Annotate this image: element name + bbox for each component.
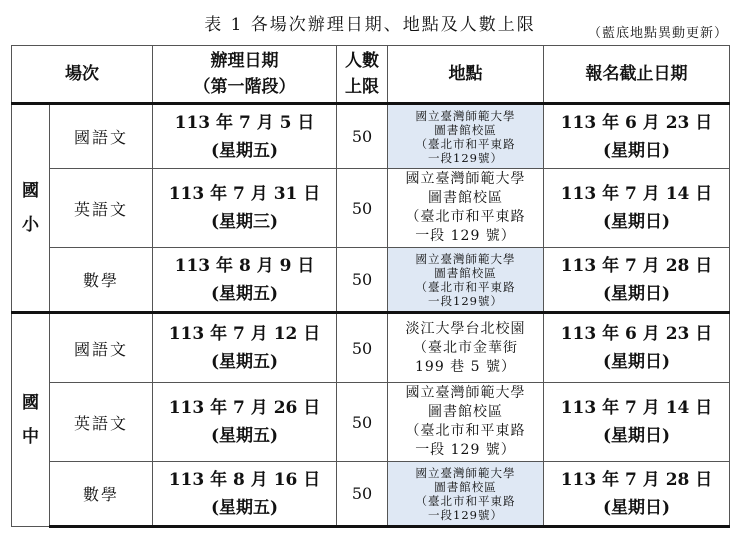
date-cell	[153, 248, 337, 313]
capacity-cell: 50	[337, 383, 388, 462]
capacity-cell: 50	[337, 169, 388, 248]
date-cell	[153, 169, 337, 248]
place-line: 一段 129 號）	[415, 442, 516, 458]
table-title: 表 1 各場次辦理日期、地點及人數上限	[204, 15, 536, 35]
place-cell	[388, 169, 544, 248]
place-line: 國立臺灣師範大學	[415, 465, 516, 480]
deadline-weekday: (星期日)	[602, 426, 671, 446]
subject-cell: 國語文	[50, 313, 153, 383]
place-cell-updated	[388, 462, 544, 527]
deadline-cell	[544, 462, 730, 527]
level-char: 小	[22, 215, 39, 235]
header-date-line2: （第一階段）	[193, 77, 296, 97]
weekday-text: (星期五)	[210, 352, 279, 372]
place-cell	[388, 383, 544, 462]
date-text: 113 年 7 月 12 日	[168, 324, 321, 344]
place-line: 圖書館校區	[434, 122, 497, 137]
place-line: 國立臺灣師範大學	[415, 251, 516, 266]
place-line: （臺北市金華街	[413, 339, 518, 356]
header-place: 地點	[388, 46, 544, 104]
level-char: 中	[22, 427, 39, 447]
subject-cell: 國語文	[50, 104, 153, 169]
weekday-text: (星期五)	[210, 283, 279, 304]
place-line: （臺北市和平東路	[415, 279, 516, 294]
place-cell-updated	[388, 104, 544, 169]
header-capacity	[337, 46, 388, 104]
subject-cell: 數學	[50, 462, 153, 527]
date-text: 113 年 8 月 9 日	[174, 255, 315, 276]
deadline-cell	[544, 169, 730, 248]
table-row	[12, 462, 730, 527]
place-line: 圖書館校區	[434, 265, 497, 280]
header-date	[153, 46, 337, 104]
place-line: 國立臺灣師範大學	[415, 108, 516, 123]
place-line: 淡江大學台北校園	[405, 320, 526, 337]
deadline-weekday: (星期日)	[602, 140, 671, 161]
place-line: （臺北市和平東路	[415, 136, 516, 151]
weekday-text: (星期五)	[210, 426, 279, 446]
place-line: 圖書館校區	[428, 404, 503, 420]
place-cell-updated	[388, 248, 544, 313]
place-line: 國立臺灣師範大學	[405, 171, 526, 187]
table-row	[12, 248, 730, 313]
deadline-weekday: (星期日)	[602, 352, 671, 372]
deadline-text: 113 年 7 月 14 日	[560, 398, 713, 418]
place-line: 圖書館校區	[434, 479, 497, 494]
level-char: 國	[22, 393, 39, 413]
date-cell	[153, 462, 337, 527]
deadline-text: 113 年 7 月 14 日	[560, 184, 713, 204]
place-cell	[388, 313, 544, 383]
date-text: 113 年 7 月 5 日	[174, 112, 315, 133]
table-row	[12, 169, 730, 248]
header-session: 場次	[12, 46, 153, 104]
table-row	[12, 313, 730, 383]
table-row	[12, 383, 730, 462]
place-line: 一段129號）	[428, 507, 503, 522]
date-text: 113 年 7 月 26 日	[168, 398, 321, 418]
deadline-weekday: (星期日)	[602, 212, 671, 232]
deadline-text: 113 年 7 月 28 日	[560, 255, 713, 276]
header-row	[12, 46, 730, 104]
header-capacity-line2: 上限	[345, 77, 379, 97]
capacity-cell: 50	[337, 462, 388, 527]
deadline-weekday: (星期日)	[602, 283, 671, 304]
deadline-cell	[544, 248, 730, 313]
place-line: 國立臺灣師範大學	[405, 385, 526, 401]
deadline-cell	[544, 313, 730, 383]
date-cell	[153, 383, 337, 462]
header-capacity-line1: 人數	[345, 51, 379, 71]
level-elementary	[12, 104, 50, 313]
header-date-line1: 辦理日期	[210, 51, 279, 71]
schedule-table	[11, 45, 730, 528]
deadline-cell	[544, 383, 730, 462]
place-line: 一段 129 號）	[415, 228, 516, 244]
deadline-weekday: (星期日)	[602, 497, 671, 518]
weekday-text: (星期三)	[210, 212, 279, 232]
date-text: 113 年 8 月 16 日	[168, 469, 321, 490]
place-line: 圖書館校區	[428, 190, 503, 206]
table-row	[12, 104, 730, 169]
place-line: （臺北市和平東路	[405, 423, 526, 439]
place-line: （臺北市和平東路	[405, 209, 526, 225]
deadline-cell	[544, 104, 730, 169]
subject-cell: 英語文	[50, 383, 153, 462]
date-text: 113 年 7 月 31 日	[168, 184, 321, 204]
subject-cell: 數學	[50, 248, 153, 313]
place-line: （臺北市和平東路	[415, 493, 516, 508]
date-cell	[153, 104, 337, 169]
capacity-cell: 50	[337, 313, 388, 383]
capacity-cell: 50	[337, 248, 388, 313]
deadline-text: 113 年 7 月 28 日	[560, 469, 713, 490]
date-cell	[153, 313, 337, 383]
level-junior-high	[12, 313, 50, 527]
capacity-cell: 50	[337, 104, 388, 169]
deadline-text: 113 年 6 月 23 日	[560, 112, 713, 133]
weekday-text: (星期五)	[210, 497, 279, 518]
header-deadline: 報名截止日期	[544, 46, 730, 104]
place-line: 一段129號）	[428, 150, 503, 165]
level-char: 國	[22, 181, 39, 201]
place-line: 一段129號）	[428, 293, 503, 308]
place-line: 199 巷 5 號）	[415, 358, 516, 375]
subject-cell: 英語文	[50, 169, 153, 248]
update-note: （藍底地點異動更新）	[587, 26, 728, 41]
weekday-text: (星期五)	[210, 140, 279, 161]
deadline-text: 113 年 6 月 23 日	[560, 324, 713, 344]
